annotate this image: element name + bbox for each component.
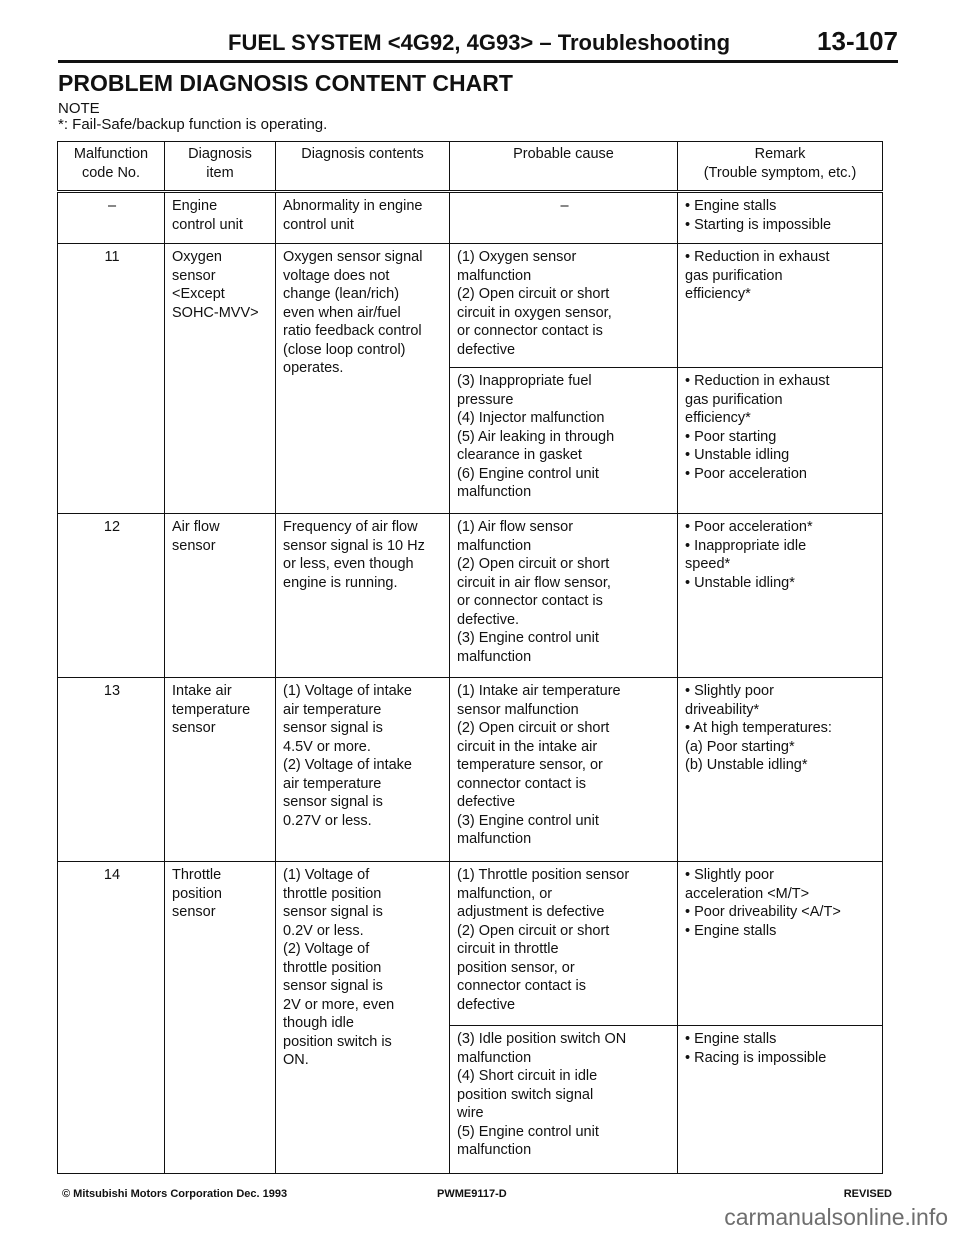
cause-cell: (1) Intake air temperature sensor malfunction (2) Open circuit or short circuit in the intake air temperature sensor, or connector contact is defective (3) Engine control unit malfunction <box>450 678 678 862</box>
diagnosis-table <box>57 141 883 1174</box>
cause-cell: (1) Throttle position sensor malfunction, or adjustment is defective (2) Open circuit or short circuit in throttle position sensor, or connector contact is defective <box>450 862 678 1026</box>
item-cell: Air flow sensor <box>165 514 276 678</box>
table-row <box>58 514 883 678</box>
item-cell: Intake air temperature sensor <box>165 678 276 862</box>
cause-cell: (1) Air flow sensor malfunction (2) Open circuit or short circuit in air flow sensor, or connector contact is defective. (3) Engine control unit malfunction <box>450 514 678 678</box>
cause-cell: – <box>450 192 678 244</box>
contents-cell: Frequency of air flow sensor signal is 10 Hz or less, even though engine is running. <box>276 514 450 678</box>
footer-doc-code: PWME9117-D <box>437 1188 507 1200</box>
header-title: FUEL SYSTEM <4G92, 4G93> – Troubleshooting <box>228 30 731 55</box>
col-header-item: Diagnosis item <box>165 142 276 192</box>
code-cell: 12 <box>58 514 165 678</box>
col-header-code: Malfunction code No. <box>58 142 165 192</box>
page-header <box>58 26 898 63</box>
footer-copyright: © Mitsubishi Motors Corporation Dec. 1993 <box>62 1188 288 1200</box>
contents-cell: (1) Voltage of intake air temperature sensor signal is 4.5V or more. (2) Voltage of intake air temperature sensor signal is 0.27V or less. <box>276 678 450 862</box>
note-text: *: Fail-Safe/backup function is operating. <box>58 116 328 133</box>
table-header-row <box>58 142 883 192</box>
remark-cell: • Engine stalls • Starting is impossible <box>678 192 883 244</box>
col-header-cause: Probable cause <box>450 142 678 192</box>
table-row <box>58 244 883 368</box>
remark-cell: • Poor acceleration* • Inappropriate idle speed* • Unstable idling* <box>678 514 883 678</box>
item-cell: Throttle position sensor <box>165 862 276 1174</box>
contents-cell: Abnormality in engine control unit <box>276 192 450 244</box>
contents-cell: Oxygen sensor signal voltage does not change (lean/rich) even when air/fuel ratio feedback control (close loop control) operates. <box>276 244 450 514</box>
contents-cell: (1) Voltage of throttle position sensor signal is 0.2V or less. (2) Voltage of throttle position sensor signal is 2V or more, even though idle position switch is ON. <box>276 862 450 1174</box>
code-cell: 13 <box>58 678 165 862</box>
code-cell: 14 <box>58 862 165 1174</box>
remark-cell: • Reduction in exhaust gas purification efficiency* <box>678 244 883 368</box>
cause-cell: (3) Inappropriate fuel pressure (4) Injector malfunction (5) Air leaking in through clearance in gasket (6) Engine control unit malfunction <box>450 368 678 514</box>
table-row <box>58 678 883 862</box>
item-cell: Oxygen sensor <Except SOHC-MVV> <box>165 244 276 514</box>
code-cell: 11 <box>58 244 165 514</box>
cause-cell: (1) Oxygen sensor malfunction (2) Open circuit or short circuit in oxygen sensor, or connector contact is defective <box>450 244 678 368</box>
footer-status: REVISED <box>843 1188 892 1200</box>
note-label: NOTE <box>58 100 100 117</box>
col-header-contents: Diagnosis contents <box>276 142 450 192</box>
watermark: carmanualsonline.info <box>724 1204 948 1230</box>
code-cell: – <box>58 192 165 244</box>
col-header-remark: Remark (Trouble symptom, etc.) <box>678 142 883 192</box>
table-row <box>58 192 883 244</box>
page-number: 13-107 <box>817 26 898 56</box>
remark-cell: • Engine stalls • Racing is impossible <box>678 1026 883 1174</box>
remark-cell: • Reduction in exhaust gas purification efficiency* • Poor starting • Unstable idling • Poor acceleration <box>678 368 883 514</box>
remark-cell: • Slightly poor acceleration <M/T> • Poor driveability <A/T> • Engine stalls <box>678 862 883 1026</box>
chart-title: PROBLEM DIAGNOSIS CONTENT CHART <box>58 70 513 96</box>
remark-cell: • Slightly poor driveability* • At high temperatures: (a) Poor starting* (b) Unstable idling* <box>678 678 883 862</box>
item-cell: Engine control unit <box>165 192 276 244</box>
table-row <box>58 862 883 1026</box>
cause-cell: (3) Idle position switch ON malfunction (4) Short circuit in idle position switch signal wire (5) Engine control unit malfunction <box>450 1026 678 1174</box>
